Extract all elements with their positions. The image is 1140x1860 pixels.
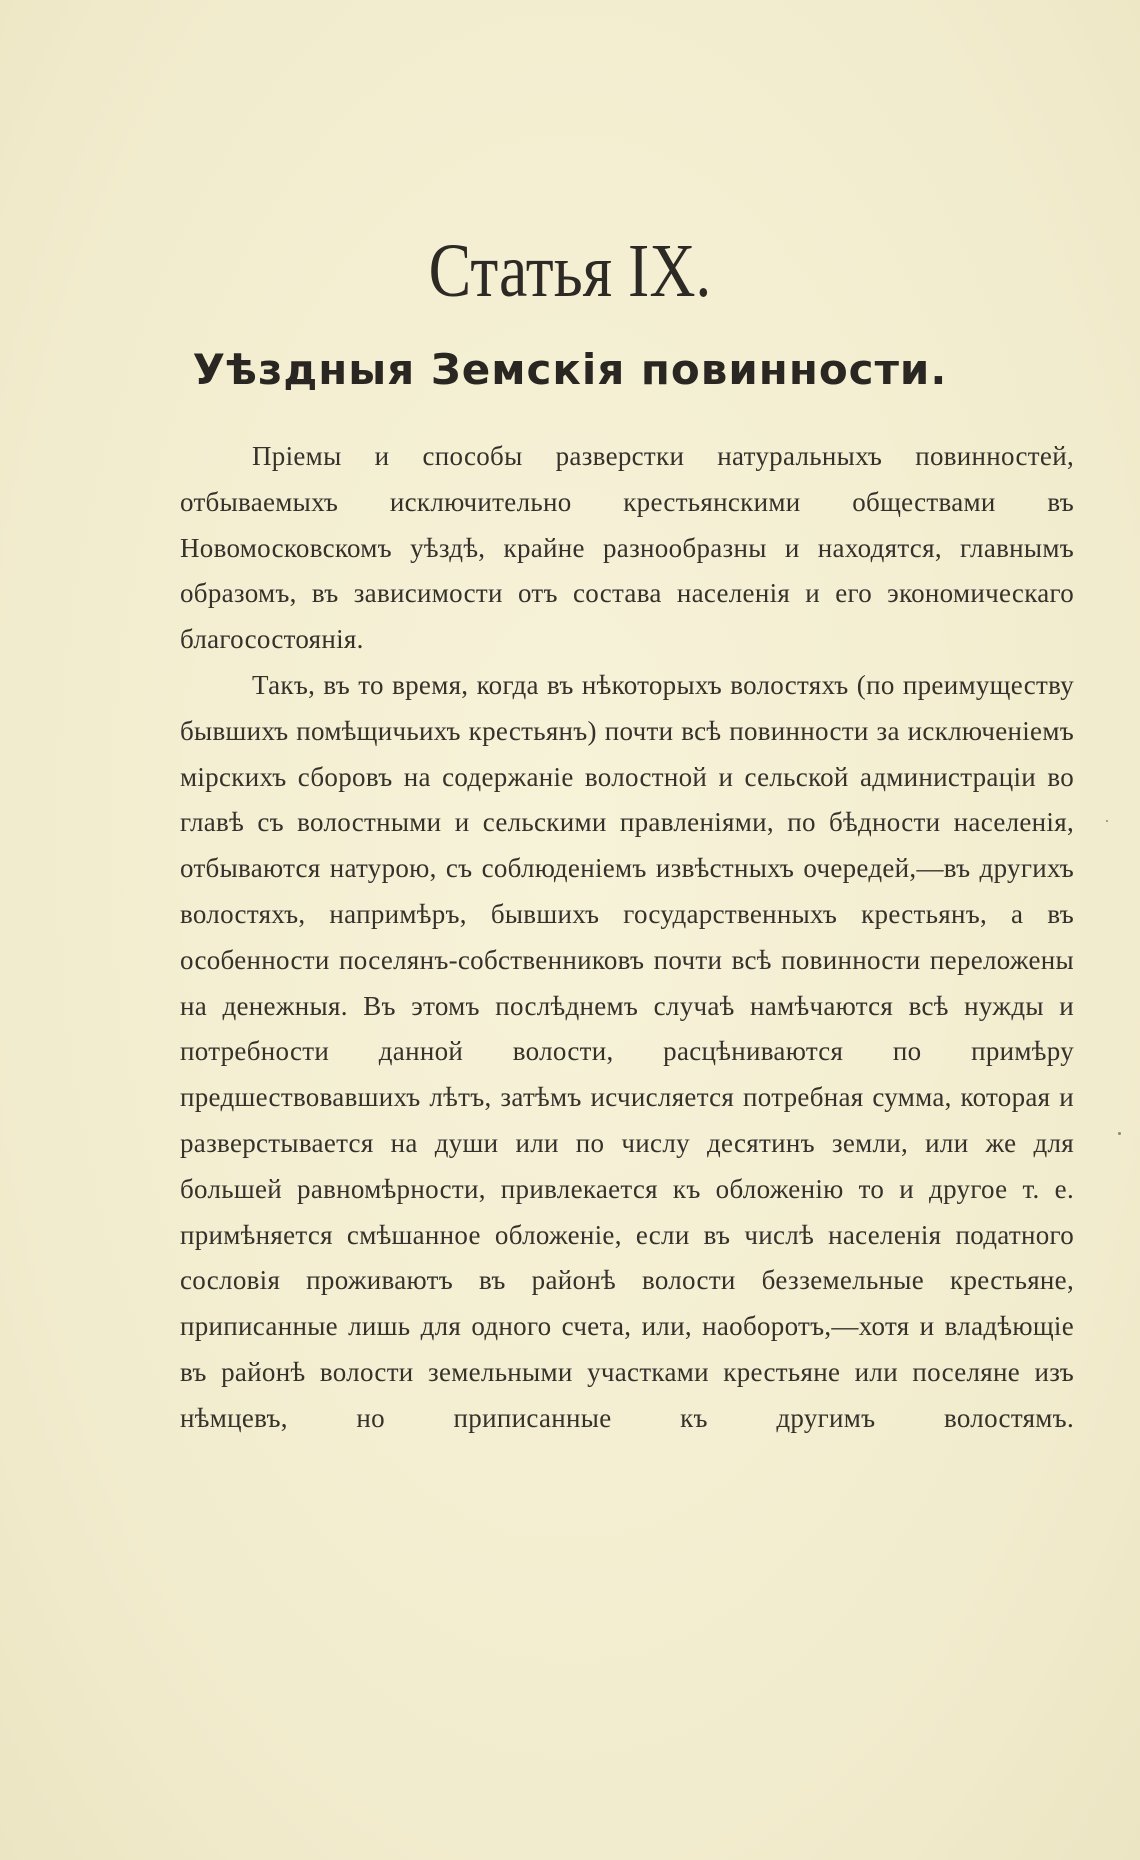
ink-speck [1106, 820, 1108, 822]
bleed-through-text-line [150, 156, 1140, 170]
paragraph-2: Такъ, въ то время, когда въ нѣкоторыхъ волостяхъ (по преимуществу бывшихъ помѣщичьихъ крестьянъ) почти всѣ повинности за исключеніемъ мірскихъ сборовъ на содержаніе волостной и сельской администраціи во главѣ съ волостными и сельскими правленіями, по бѣдности населенія, отбываются натурою, съ соблюденіемъ извѣстныхъ очередей,—въ другихъ волостяхъ, напримѣръ, бывшихъ государственныхъ крестьянъ, а въ особенности поселянъ-собственниковъ почти всѣ повинности переложены на денежныя. Въ этомъ послѣднемъ случаѣ намѣчаются всѣ нужды и потребности данной волости, расцѣниваются по примѣру предшествовавшихъ лѣтъ, затѣмъ исчисляется потребная сумма, которая и разверстывается на души или по числу десятинъ земли, или же для большей равномѣрности, привлекается къ обложенію то и другое т. е. примѣняется смѣшанное обложеніе, если въ числѣ населенія податного сословія проживаютъ въ районѣ волости безземельные крестьяне, приписанные лишь для одного счета, или, наоборотъ,—хотя и владѣющіе въ районѣ волости земельными участками крестьяне или поселяне изъ нѣмцевъ, но приписанные къ другимъ волостямъ. [180, 669, 1074, 1433]
body-text [180, 434, 1074, 1442]
section-subtitle: Уѣздныя Земскія повинности. [192, 345, 948, 394]
article-title: Статья IX. [428, 229, 712, 313]
ink-speck [1118, 1132, 1121, 1135]
paragraph-1: Пріемы и способы разверстки натуральныхъ повинностей, отбываемыхъ исключительно крестьянскими обществами въ Новомосковскомъ уѣздѣ, крайне разнообразны и находятся, главнымъ образомъ, въ зависимости отъ состава населенія и его экономическаго благосостоянія. [180, 441, 1074, 655]
